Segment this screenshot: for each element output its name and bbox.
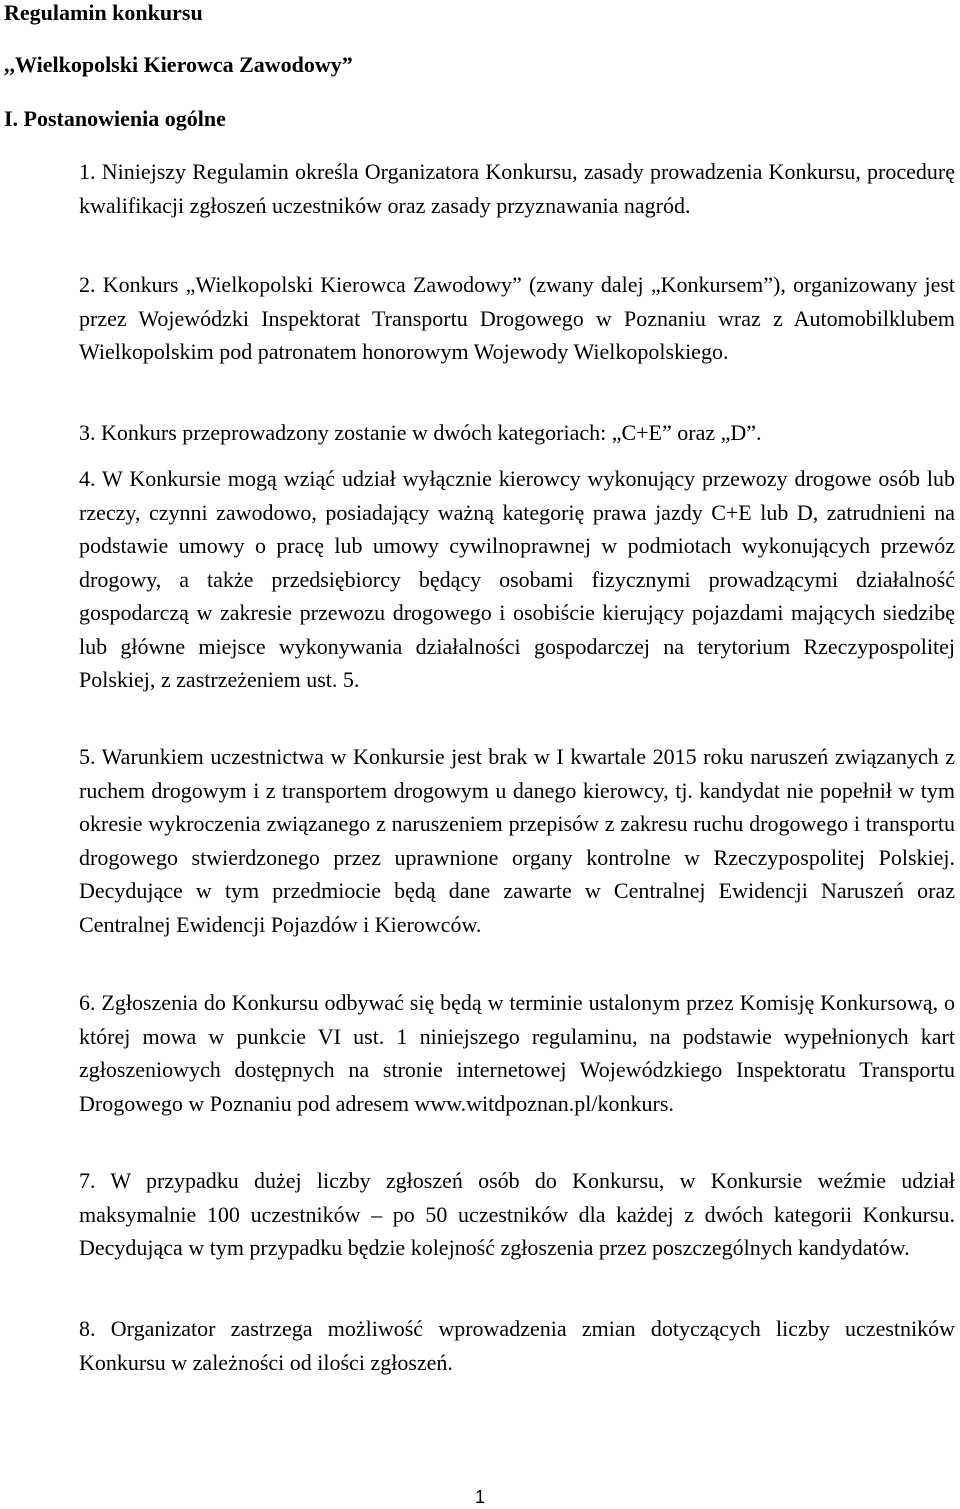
paragraph-2 — [79, 268, 955, 369]
paragraph-3 — [79, 416, 955, 450]
paragraph-text: Organizator zastrzega możliwość wprowadzenia zmian dotyczących liczby uczestników Konkursu w zależności od ilości zgłoszeń. — [79, 1316, 956, 1375]
paragraph-text: Zgłoszenia do Konkursu odbywać się będą w terminie ustalonym przez Komisję Konkursową, o której mowa w punkcie VI ust. 1 niniejszego regulaminu, na podstawie wypełnionych kart zgłoszeniowych dostępnych na stronie internetowej Wojewódzkiego Inspektoratu Transportu Drogowego w Poznaniu pod adresem www.witdpoznan.pl/konkurs. — [79, 990, 956, 1116]
document-title: Regulamin konkursu — [4, 0, 203, 25]
paragraph-number: 3. — [79, 420, 96, 445]
paragraph-text: Niniejszy Regulamin określa Organizatora Konkursu, zasady prowadzenia Konkursu, procedurę kwalifikacji zgłoszeń uczestników oraz zasady przyznawania nagród. — [79, 159, 955, 218]
paragraph-text: Warunkiem uczestnictwa w Konkursie jest brak w I kwartale 2015 roku naruszeń związanych z ruchem drogowym i z transportem drogowym u danego kierowcy, tj. kandydat nie popełnił w tym okresie wykroczenia związanego z naruszeniem przepisów z zakresu ruchu drogowego i transportu drogowego stwierdzonego przez uprawnione organy kontrolne w Rzeczypospolitej Polskiej. Decydujące w tym przedmiocie będą dane zawarte w Centralnej Ewidencji Naruszeń oraz Centralnej Ewidencji Pojazdów i Kierowców. — [79, 744, 955, 937]
paragraph-text: W Konkursie mogą wziąć udział wyłącznie kierowcy wykonujący przewozy drogowe osób lub rzeczy, czynni zawodowo, posiadający ważną kategorię prawa jazdy C+E lub D, zatrudnieni na podstawie umowy o pracę lub umowy cywilnoprawnej w podmiotach wykonujących przewóz drogowy, a także przedsiębiorcy będący osobami fizycznymi prowadzącymi działalność gospodarczą w zakresie przewozu drogowego i osobiście kierujący pojazdami mających siedzibę lub główne miejsce wykonywania działalności gospodarczej na terytorium Rzeczypospolitej Polskiej, z zastrzeżeniem ust. 5. — [79, 466, 955, 692]
paragraph-number: 7. — [79, 1168, 96, 1193]
paragraph-number: 1. — [79, 159, 96, 184]
section-heading: I. Postanowienia ogólne — [4, 106, 226, 131]
paragraph-5 — [79, 740, 955, 941]
paragraph-number: 5. — [79, 744, 96, 769]
paragraph-number: 2. — [79, 272, 96, 297]
paragraph-number: 8. — [79, 1316, 96, 1341]
paragraph-number: 4. — [79, 466, 96, 491]
paragraph-text: Konkurs przeprowadzony zostanie w dwóch kategoriach: „C+E” oraz „D”. — [101, 420, 762, 445]
paragraph-text: Konkurs „Wielkopolski Kierowca Zawodowy” (zwany dalej „Konkursem”), organizowany jest przez Wojewódzki Inspektorat Transportu Drogowego w Poznaniu wraz z Automobilklubem Wielkopolskim pod patronatem honorowym Wojewody Wielkopolskiego. — [79, 272, 956, 364]
paragraph-number: 6. — [79, 990, 96, 1015]
competition-name: ,,Wielkopolski Kierowca Zawodowy” — [4, 52, 353, 77]
paragraph-6 — [79, 986, 955, 1120]
page-number: 1 — [474, 1487, 485, 1507]
paragraph-1 — [79, 155, 955, 222]
paragraph-7 — [79, 1164, 955, 1265]
paragraph-4 — [79, 462, 955, 697]
paragraph-8 — [79, 1312, 955, 1379]
paragraph-text: W przypadku dużej liczby zgłoszeń osób do Konkursu, w Konkursie weźmie udział maksymalnie 100 uczestników – po 50 uczestników dla każdej z dwóch kategorii Konkursu. Decydująca w tym przypadku będzie kolejność zgłoszenia przez poszczególnych kandydatów. — [79, 1168, 956, 1260]
